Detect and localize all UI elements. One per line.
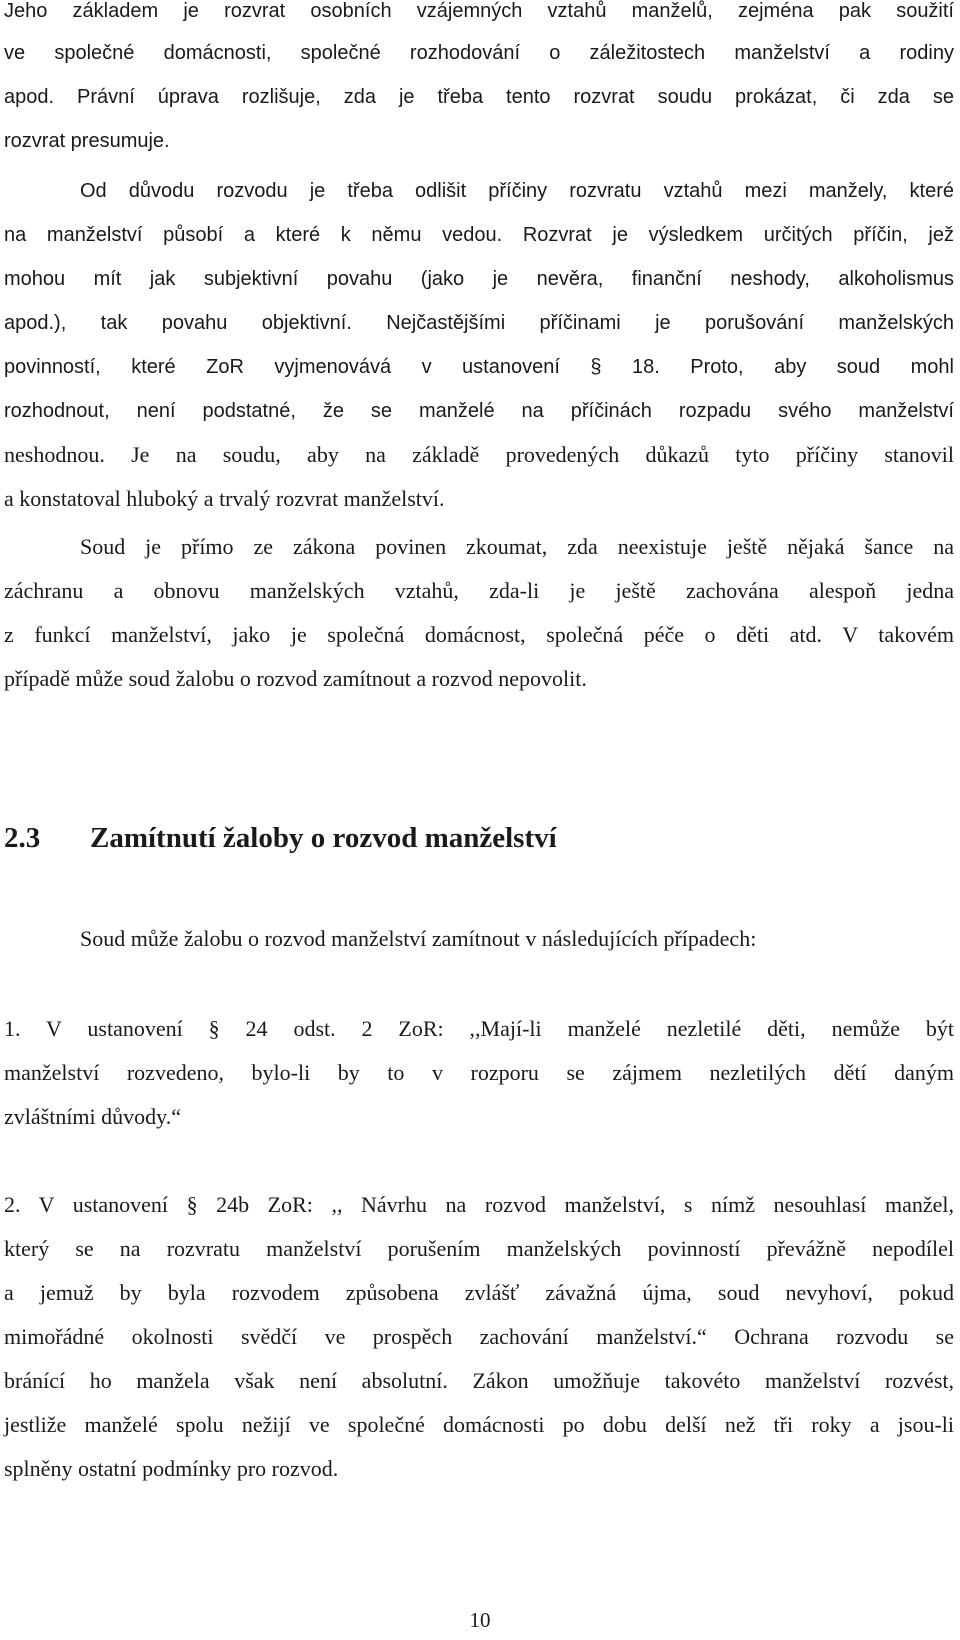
text-line: zvláštními důvody.“: [4, 1104, 181, 1129]
text-line: Soud může žalobu o rozvod manželství zamítnout v následujících případech:: [80, 926, 757, 951]
text-line: který se na rozvratu manželství porušením manželských povinností převážně nepodílel: [4, 1236, 954, 1261]
text-line: bránící ho manžela však není absolutní. Zákon umožňuje takovéto manželství rozvést,: [4, 1368, 954, 1393]
page-number: 10: [469, 1608, 491, 1632]
text-line: a jemuž by byla rozvodem způsobena zvlášť závažná újma, soud nevyhoví, pokud: [4, 1280, 954, 1305]
text-line: rozvrat presumuje.: [4, 130, 170, 152]
text-line: Jeho základem je rozvrat osobních vzájemných vztahů manželů, zejména pak soužití: [4, 0, 954, 22]
text-line: apod. Právní úprava rozlišuje, zda je třeba tento rozvrat soudu prokázat, či zda se: [4, 86, 954, 108]
text-line: záchranu a obnovu manželských vztahů, zda-li je ještě zachována alespoň jedna: [4, 578, 954, 603]
text-line: Soud je přímo ze zákona povinen zkoumat, zda neexistuje ještě nějaká šance na: [80, 534, 954, 559]
text-line: mimořádné okolnosti svědčí ve prospěch zachování manželství.“ Ochrana rozvodu se: [4, 1324, 954, 1349]
text-line: neshodnou. Je na soudu, aby na základě provedených důkazů tyto příčiny stanovil: [4, 442, 954, 467]
text-line: na manželství působí a které k němu vedou. Rozvrat je výsledkem určitých příčin, jež: [4, 224, 954, 246]
text-line: apod.), tak povahu objektivní. Nejčastějšími příčinami je porušování manželských: [4, 312, 954, 334]
text-line: manželství rozvedeno, bylo-li by to v rozporu se zájmem nezletilých dětí daným: [4, 1060, 954, 1085]
text-line: Od důvodu rozvodu je třeba odlišit příčiny rozvratu vztahů mezi manžely, které: [80, 180, 954, 202]
text-line: jestliže manželé spolu nežijí ve společné domácnosti po dobu delší než tři roky a jsou-li: [4, 1412, 954, 1437]
section-heading: [4, 818, 944, 858]
text-line: 2. V ustanovení § 24b ZoR: ,, Návrhu na rozvod manželství, s nímž nesouhlasí manžel,: [4, 1192, 954, 1217]
text-line: případě může soud žalobu o rozvod zamítnout a rozvod nepovolit.: [4, 666, 587, 691]
text-line: ve společné domácnosti, společné rozhodování o záležitostech manželství a rodiny: [4, 42, 954, 64]
text-line: a konstatoval hluboký a trvalý rozvrat manželství.: [4, 486, 445, 511]
section-title: Zamítnutí žaloby o rozvod manželství: [90, 822, 557, 854]
text-line: povinností, které ZoR vyjmenovává v ustanovení § 18. Proto, aby soud mohl: [4, 356, 954, 378]
text-line: rozhodnout, není podstatné, že se manželé na příčinách rozpadu svého manželství: [4, 400, 954, 422]
text-line: splněny ostatní podmínky pro rozvod.: [4, 1456, 339, 1481]
text-line: 1. V ustanovení § 24 odst. 2 ZoR: ,,Mají-li manželé nezletilé děti, nemůže být: [4, 1016, 954, 1041]
text-line: mohou mít jak subjektivní povahu (jako je nevěra, finanční neshody, alkoholismus: [4, 268, 954, 290]
text-line: z funkcí manželství, jako je společná domácnost, společná péče o děti atd. V takovém: [4, 622, 954, 647]
section-number: 2.3: [4, 822, 41, 854]
